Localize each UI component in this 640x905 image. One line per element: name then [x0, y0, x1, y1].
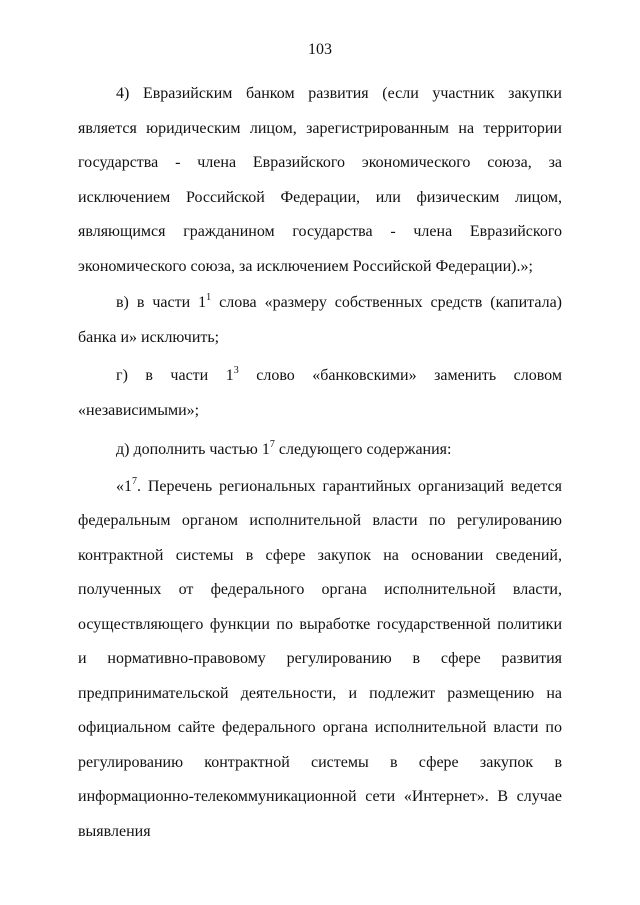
paragraph-part-1-7-text-before: «1: [116, 477, 132, 495]
document-body: [78, 77, 562, 849]
paragraph-amendment-v-text-before: в) в части 1: [116, 294, 207, 311]
page-number: 103: [308, 41, 332, 58]
part-superscript: 7: [132, 475, 137, 487]
part-superscript: 3: [233, 365, 239, 376]
paragraph-amendment-g: [78, 359, 562, 428]
paragraph-amendment-v: [78, 286, 562, 355]
part-superscript: 7: [269, 439, 275, 450]
paragraph-amendment-d-text-before: д) дополнить частью 1: [116, 441, 270, 458]
paragraph-eurasian-bank: 4) Евразийским банком развития (если участник закупки является юридическим лицом, зарегистрированным на территории государства - члена Евразийского экономического союза, за исключением Российской Федерации, или физическим лицом, являющимся гражданином государства - члена Евразийского экономического союза, за исключением Российской Федерации).»;: [78, 85, 562, 275]
paragraph-part-1-7: [78, 470, 562, 850]
part-superscript: 1: [206, 292, 212, 303]
paragraph-amendment-d: [78, 433, 562, 468]
paragraph-amendment-g-text-before: г) в части 1: [116, 367, 234, 384]
paragraph-amendment-d-text-after: следующего содержания:: [274, 441, 452, 458]
paragraph-amendment-g-text-after: слово «банковскими» заменить словом «независимыми»;: [78, 367, 563, 419]
paragraph-part-1-7-text-after: . Перечень региональных гарантийных организаций ведется федеральным органом исполнительной власти по регулированию контрактной системы в сфере закупок на основании сведений, полученных от федерального органа исполнительной власти, осуществляющего функции по выработке государственной политики и нормативно-правовому регулированию в сфере развития предпринимательской деятельности, и подлежит размещению на официальном сайте федерального органа исполнительной власти по регулированию контрактной системы в сфере закупок в информационно-телекоммуникационной сети «Интернет». В случае выявления: [78, 477, 562, 840]
paragraph-amendment-v-text-after: слова «размеру собственных средств (капитала) банка и» исключить;: [78, 294, 563, 346]
